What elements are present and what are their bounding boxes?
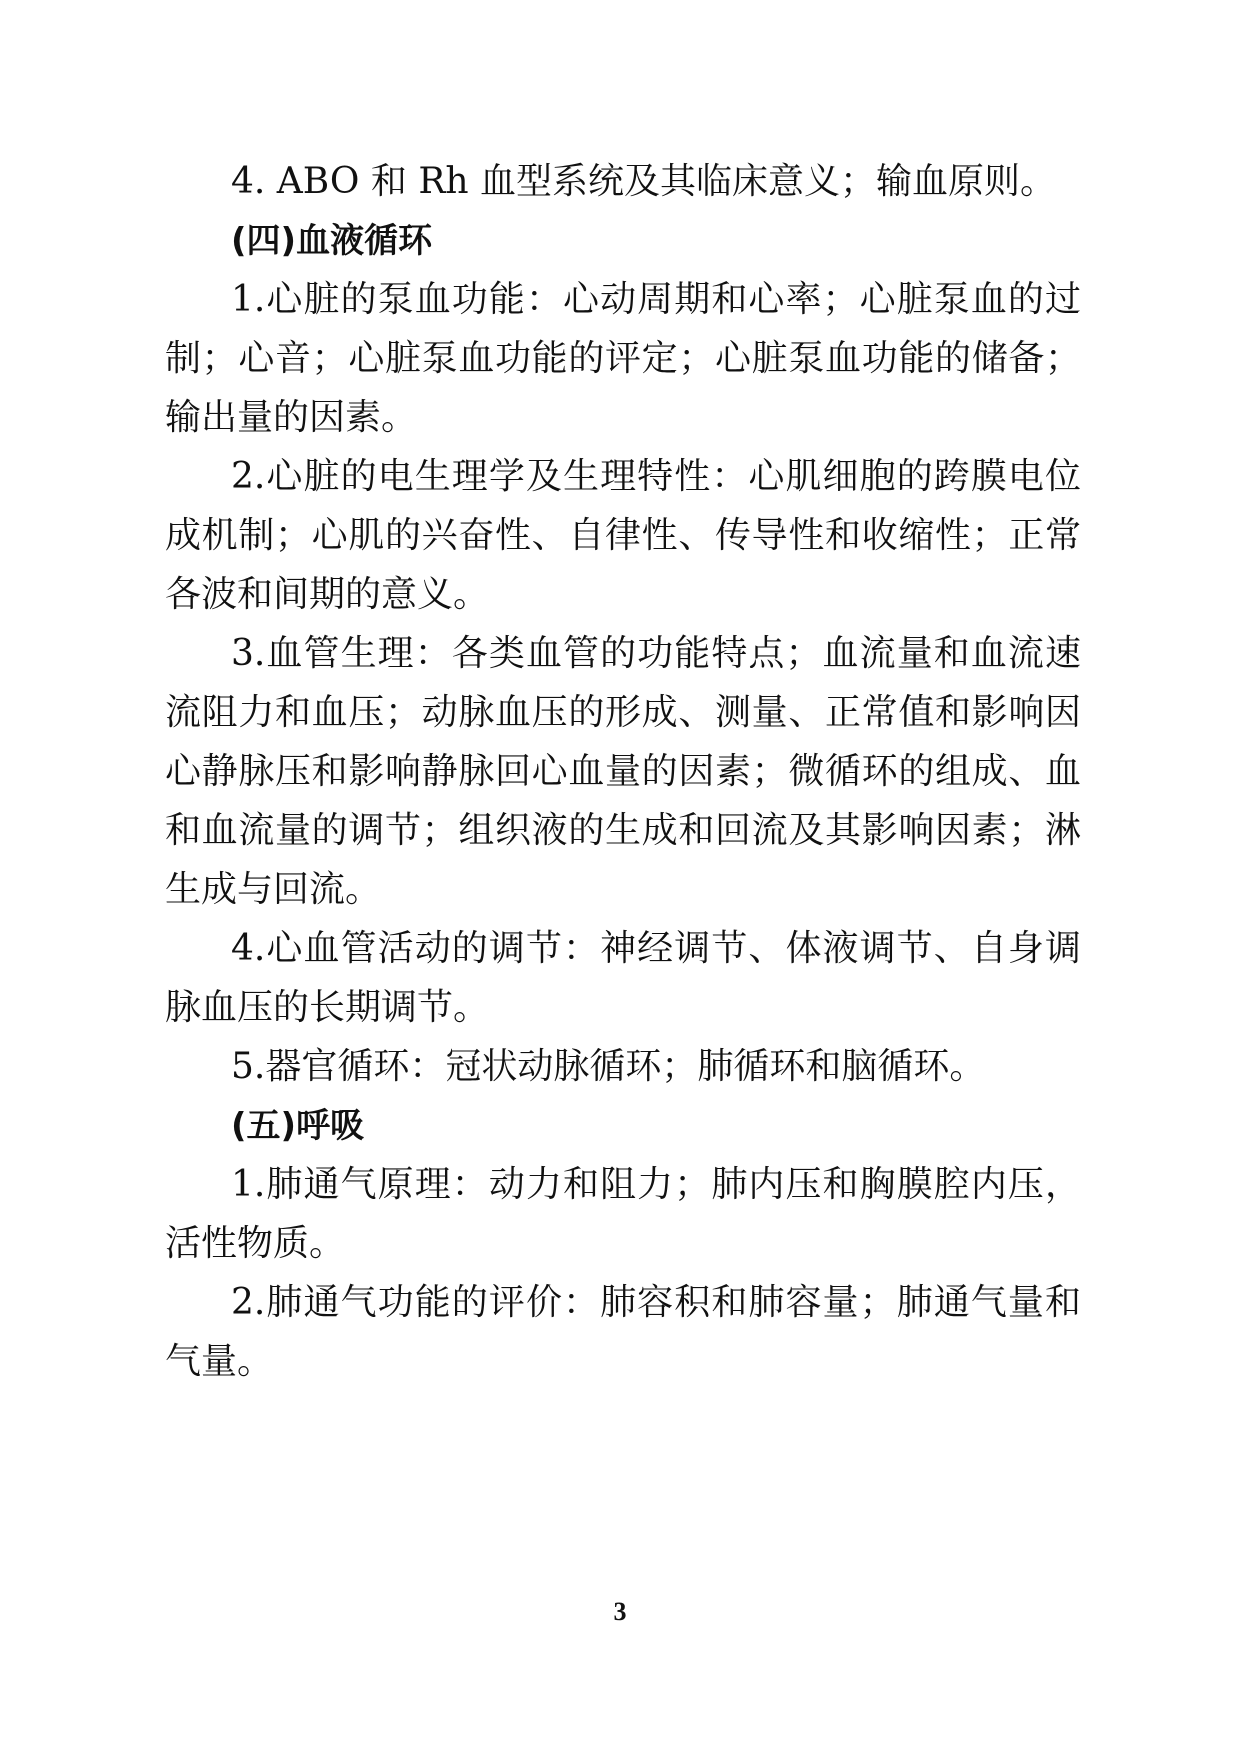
paragraph-line: 生成与回流。 <box>165 869 382 910</box>
item-blood-group: 4. ABO 和 Rh 血型系统及其临床意义；输血原则。 <box>231 161 1057 202</box>
paragraph-line: 1.肺通气原理：动力和阻力；肺内压和胸膜腔内压， <box>231 1164 1081 1205</box>
paragraph-line: 制；心音；心脏泵血功能的评定；心脏泵血功能的储备； <box>165 338 1081 379</box>
paragraph-line: 成机制；心肌的兴奋性、自律性、传导性和收缩性；正常 <box>165 515 1081 556</box>
paragraph-line: 流阻力和血压；动脉血压的形成、测量、正常值和影响因 <box>165 692 1081 733</box>
paragraph-line: 气量。 <box>165 1341 274 1382</box>
paragraph-line: 3.血管生理：各类血管的功能特点；血流量和血流速 <box>231 633 1081 674</box>
paragraph-line: 和血流量的调节；组织液的生成和回流及其影响因素；淋 <box>165 810 1081 851</box>
paragraph-line: 活性物质。 <box>165 1223 346 1264</box>
section-heading-circulation: (四)血液循环 <box>231 221 433 261</box>
section-heading-respiration: (五)呼吸 <box>231 1106 365 1146</box>
paragraph-line: 脉血压的长期调节。 <box>165 987 490 1028</box>
paragraph-line: 4.心血管活动的调节：神经调节、体液调节、自身调 <box>231 928 1081 969</box>
page-number: 3 <box>613 1597 627 1626</box>
paragraph-line: 5.器官循环：冠状动脉循环；肺循环和脑循环。 <box>231 1046 986 1087</box>
paragraph-line: 2.心脏的电生理学及生理特性：心肌细胞的跨膜电位 <box>231 456 1081 497</box>
paragraph-line: 2.肺通气功能的评价：肺容积和肺容量；肺通气量和 <box>231 1282 1081 1323</box>
paragraph-line: 心静脉压和影响静脉回心血量的因素；微循环的组成、血 <box>165 751 1081 792</box>
paragraph-line: 各波和间期的意义。 <box>165 574 490 615</box>
paragraph-line: 输出量的因素。 <box>165 397 418 438</box>
paragraph-line: 1.心脏的泵血功能：心动周期和心率；心脏泵血的过 <box>231 279 1081 320</box>
